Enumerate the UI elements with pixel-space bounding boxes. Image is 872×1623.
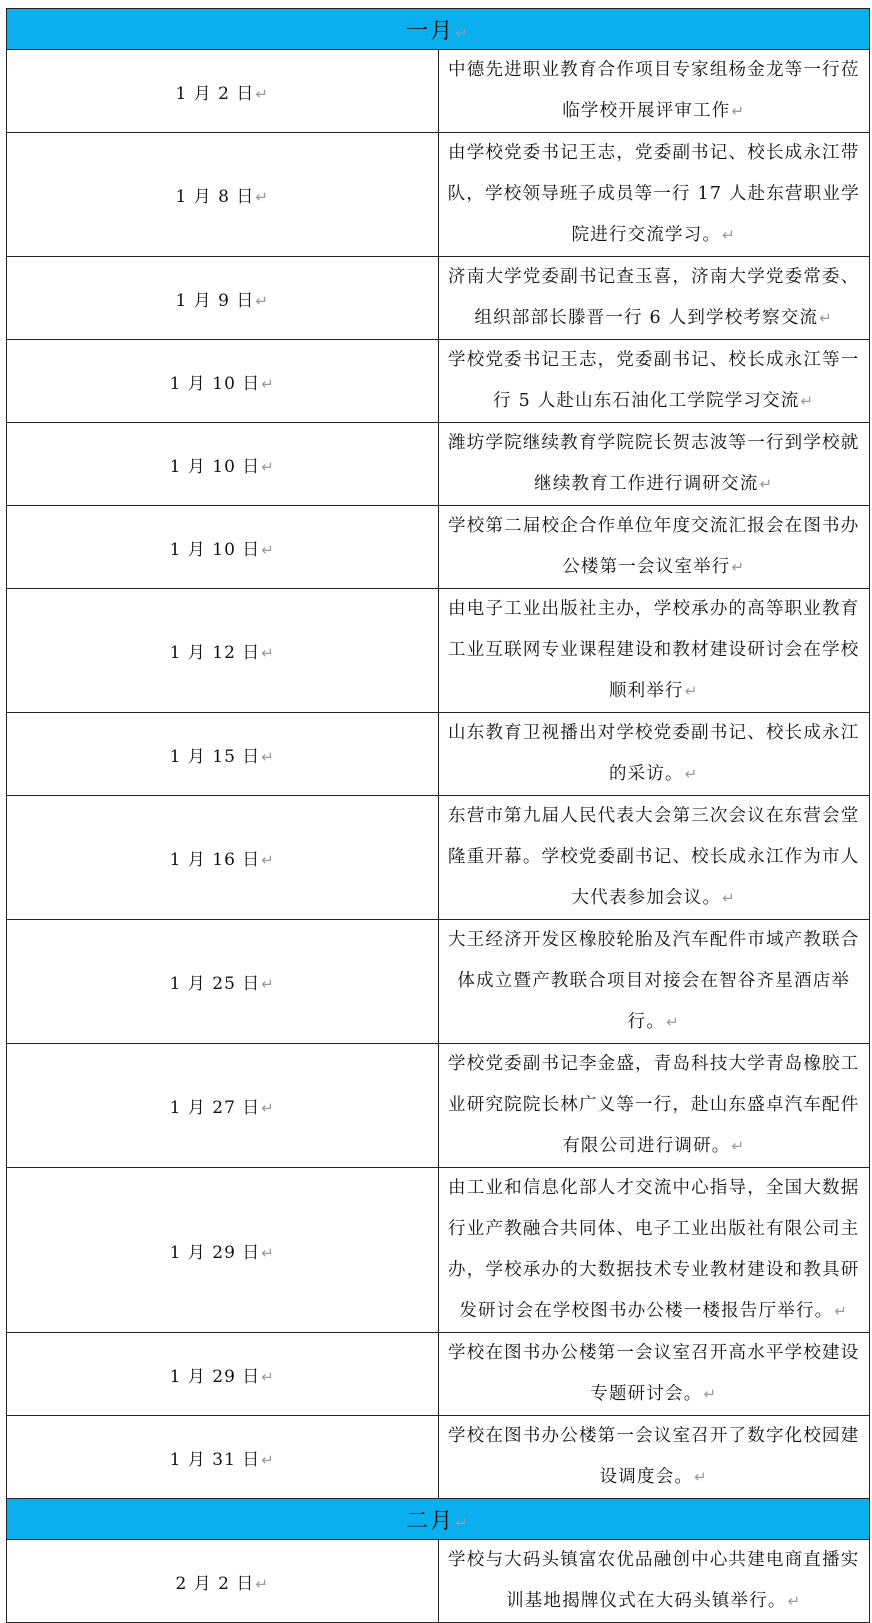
event-description-cell	[438, 1168, 870, 1333]
paragraph-mark-icon: ↵	[722, 889, 736, 907]
paragraph-mark-icon: ↵	[255, 84, 269, 103]
event-date: 1 月 12 日	[169, 643, 261, 663]
event-date-cell	[7, 1044, 439, 1168]
event-description-cell	[438, 589, 870, 713]
paragraph-mark-icon: ↵	[261, 1367, 275, 1386]
event-description: 山东教育卫视播出对学校党委副书记、校长成永江的采访。	[448, 723, 860, 784]
event-date: 1 月 31 日	[169, 1449, 261, 1470]
event-date: 1 月 29 日	[169, 1366, 261, 1387]
event-description: 由学校党委书记王志，党委副书记、校长成永江带队，学校领导班子成员等一行 17 人赴东营职业学院进行交流学习。	[447, 143, 860, 245]
paragraph-mark-icon: ↵	[261, 747, 275, 766]
event-date-cell	[7, 589, 439, 713]
event-date: 1 月 2 日	[175, 83, 255, 104]
paragraph-mark-icon: ↵	[731, 558, 746, 576]
event-description: 学校第二届校企合作单位年度交流汇报会在图书办公楼第一会议室举行	[448, 516, 860, 577]
event-description: 大王经济开发区橡胶轮胎及汽车配件市域产教联合体成立暨产教联合项目对接会在智谷齐星酒店举行。	[448, 930, 860, 1032]
event-description-cell	[438, 133, 870, 257]
event-date: 1 月 27 日	[169, 1098, 261, 1118]
event-date: 1 月 29 日	[169, 1242, 261, 1263]
event-description-cell	[438, 340, 870, 423]
event-description-cell	[438, 1333, 870, 1416]
event-description: 中德先进职业教育合作项目专家组杨金龙等一行莅临学校开展评审工作	[448, 60, 860, 121]
event-date: 1 月 15 日	[169, 746, 261, 767]
paragraph-mark-icon: ↵	[731, 102, 746, 120]
paragraph-mark-icon: ↵	[261, 457, 275, 476]
event-date: 1 月 16 日	[169, 850, 261, 870]
event-date-cell	[7, 796, 439, 920]
paragraph-mark-icon: ↵	[261, 1099, 275, 1117]
table-row	[7, 1168, 870, 1333]
event-date-cell	[7, 50, 439, 133]
paragraph-mark-icon: ↵	[255, 291, 269, 310]
table-row	[7, 796, 870, 920]
paragraph-mark-icon: ↵	[261, 1450, 275, 1469]
paragraph-mark-icon: ↵	[261, 975, 275, 993]
event-description-cell	[438, 920, 870, 1044]
table-row	[7, 1540, 870, 1623]
event-date-cell	[7, 1416, 439, 1499]
paragraph-mark-icon: ↵	[255, 1574, 269, 1593]
event-date-cell	[7, 423, 439, 506]
paragraph-mark-icon: ↵	[722, 226, 736, 244]
paragraph-mark-icon: ↵	[666, 1013, 680, 1031]
event-date-cell	[7, 133, 439, 257]
paragraph-mark-icon: ↵	[800, 392, 815, 410]
month-header-row	[7, 1499, 870, 1540]
events-table-wrapper	[6, 8, 870, 1623]
paragraph-mark-icon: ↵	[834, 1302, 849, 1320]
paragraph-mark-icon: ↵	[455, 1513, 470, 1532]
event-description: 东营市第九届人民代表大会第三次会议在东营会堂隆重开幕。学校党委副书记、校长成永江作为市人大代表参加会议。	[448, 806, 860, 908]
paragraph-mark-icon: ↵	[455, 23, 470, 42]
event-date-cell	[7, 1540, 439, 1623]
event-date-cell	[7, 340, 439, 423]
event-description-cell	[438, 50, 870, 133]
event-date: 1 月 9 日	[175, 290, 255, 311]
event-date-cell	[7, 1333, 439, 1416]
month-header	[7, 9, 870, 50]
month-header	[7, 1499, 870, 1540]
table-row	[7, 713, 870, 796]
event-description: 学校在图书办公楼第一会议室召开高水平学校建设专题研讨会。	[448, 1343, 860, 1404]
paragraph-mark-icon: ↵	[261, 374, 275, 393]
paragraph-mark-icon: ↵	[261, 1243, 275, 1262]
month-title: 二月	[406, 1508, 455, 1534]
events-table-body	[7, 9, 870, 1623]
event-description: 由电子工业出版社主办，学校承办的高等职业教育工业互联网专业课程建设和教材建设研讨会在学校顺利举行	[448, 599, 860, 701]
event-date: 1 月 10 日	[169, 373, 261, 394]
paragraph-mark-icon: ↵	[694, 1468, 708, 1486]
events-table	[6, 8, 870, 1623]
table-row	[7, 340, 870, 423]
paragraph-mark-icon: ↵	[255, 188, 269, 206]
paragraph-mark-icon: ↵	[684, 765, 699, 783]
event-date-cell	[7, 1168, 439, 1333]
event-date: 1 月 8 日	[175, 187, 255, 207]
event-description: 学校在图书办公楼第一会议室召开了数字化校园建设调度会。	[448, 1426, 860, 1487]
event-description-cell	[438, 713, 870, 796]
event-date: 1 月 10 日	[169, 539, 261, 560]
event-description: 学校党委书记王志，党委副书记、校长成永江等一行 5 人赴山东石油化工学院学习交流	[448, 350, 860, 411]
table-row	[7, 589, 870, 713]
table-row	[7, 1333, 870, 1416]
event-date-cell	[7, 257, 439, 340]
event-description-cell	[438, 796, 870, 920]
paragraph-mark-icon: ↵	[759, 475, 774, 493]
paragraph-mark-icon: ↵	[684, 682, 699, 700]
event-date-cell	[7, 713, 439, 796]
event-description-cell	[438, 1416, 870, 1499]
paragraph-mark-icon: ↵	[819, 309, 834, 327]
event-date: 1 月 25 日	[169, 974, 261, 994]
table-row	[7, 1044, 870, 1168]
table-row	[7, 133, 870, 257]
event-description: 学校与大码头镇富农优品融创中心共建电商直播实训基地揭牌仪式在大码头镇举行。	[448, 1550, 860, 1611]
table-row	[7, 50, 870, 133]
table-row	[7, 1416, 870, 1499]
event-date-cell	[7, 506, 439, 589]
event-description-cell	[438, 506, 870, 589]
event-description-cell	[438, 257, 870, 340]
paragraph-mark-icon: ↵	[261, 540, 275, 559]
paragraph-mark-icon: ↵	[787, 1592, 802, 1610]
month-header-row	[7, 9, 870, 50]
event-description: 由工业和信息化部人才交流中心指导，全国大数据行业产教融合共同体、电子工业出版社有限公司主办，学校承办的大数据技术专业教材建设和教具研发研讨会在学校图书办公楼一楼报告厅举行。	[448, 1178, 860, 1321]
paragraph-mark-icon: ↵	[703, 1385, 718, 1403]
paragraph-mark-icon: ↵	[261, 851, 275, 869]
event-date-cell	[7, 920, 439, 1044]
event-description-cell	[438, 423, 870, 506]
paragraph-mark-icon: ↵	[261, 644, 275, 662]
event-description: 潍坊学院继续教育学院院长贺志波等一行到学校就继续教育工作进行调研交流	[448, 433, 860, 494]
event-description: 济南大学党委副书记查玉喜，济南大学党委常委、组织部部长滕晋一行 6 人到学校考察交流	[448, 267, 860, 328]
table-row	[7, 257, 870, 340]
table-row	[7, 920, 870, 1044]
paragraph-mark-icon: ↵	[731, 1137, 746, 1155]
event-date: 2 月 2 日	[175, 1573, 255, 1594]
event-date: 1 月 10 日	[169, 456, 261, 477]
event-description: 学校党委副书记李金盛，青岛科技大学青岛橡胶工业研究院院长林广义等一行，赴山东盛卓汽车配件有限公司进行调研。	[448, 1054, 860, 1156]
table-row	[7, 423, 870, 506]
table-row	[7, 506, 870, 589]
event-description-cell	[438, 1044, 870, 1168]
month-title: 一月	[406, 18, 455, 44]
event-description-cell	[438, 1540, 870, 1623]
